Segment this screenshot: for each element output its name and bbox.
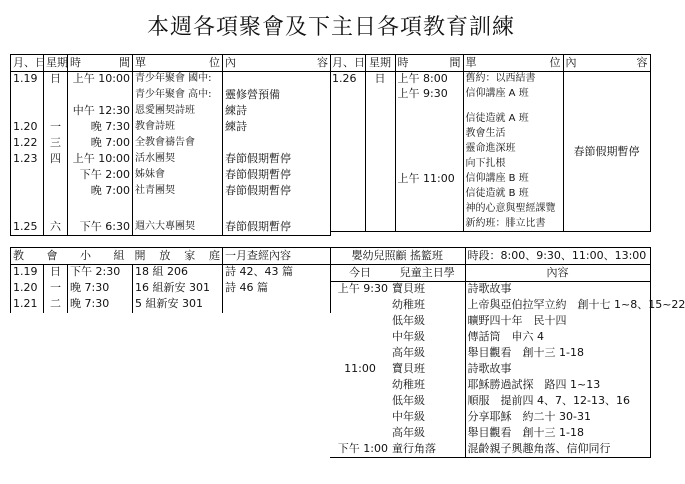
weekday-cell: 日 [44, 72, 68, 88]
nursery-times: 時段：8:00、9:30、11:00、13:00 [465, 248, 650, 265]
content-cell: 詩歌故事 [465, 282, 650, 298]
date-cell [330, 172, 365, 187]
weekday-cell [365, 172, 395, 187]
time-cell: 上午 9:30 [395, 87, 463, 102]
table-row [11, 168, 331, 184]
unit-cell [133, 200, 223, 220]
content-cell: 曠野四十年 民十四 [465, 314, 650, 330]
table-row [11, 265, 331, 281]
weekday-cell [44, 104, 68, 120]
weekday-cell: 六 [44, 220, 68, 236]
unit-cell: 教會生活 [463, 127, 563, 142]
house-cell: 5 組新安 301 [133, 297, 223, 313]
time-cell: 晚 7:30 [68, 120, 133, 136]
unit-cell: 恩愛團契詩班 [133, 104, 223, 120]
time-cell [330, 426, 390, 442]
weekday-cell: 日 [365, 72, 395, 87]
time-cell [395, 142, 463, 157]
weekday-cell [365, 157, 395, 172]
time-cell: 上午 11:00 [395, 172, 463, 187]
unit-cell: 青少年聚會 高中: [133, 88, 223, 104]
table-row [330, 426, 650, 442]
class-cell: 低年級 [390, 314, 465, 330]
date-cell [330, 157, 365, 172]
weekday-cell: 四 [44, 152, 68, 168]
header-bible-study: 一月查經內容 [223, 248, 331, 265]
sunday-training-table [330, 54, 651, 232]
table-row [11, 200, 331, 220]
table-row [330, 442, 650, 458]
time-cell: 晚 7:00 [68, 184, 133, 200]
sunday-training-header [330, 55, 650, 72]
table-row [11, 136, 331, 152]
table-row [11, 120, 331, 136]
content-cell: 詩 46 篇 [223, 281, 331, 297]
table-row [11, 152, 331, 168]
table-row [330, 410, 650, 426]
time-cell [68, 88, 133, 104]
weekday-cell: 三 [44, 136, 68, 152]
content-cell [223, 72, 331, 88]
time-cell: 下午 2:00 [68, 168, 133, 184]
weekday-cell [365, 187, 395, 202]
sunday-school-table [330, 247, 685, 458]
header-date: 月 、 日 [330, 55, 365, 72]
content-cell: 春節假期暫停 [563, 72, 650, 232]
table-row [11, 72, 331, 88]
time-cell [330, 394, 390, 410]
time-cell: 下午 6:30 [68, 220, 133, 236]
small-group-header [11, 248, 331, 265]
unit-cell: 新約班：腓立比書 [463, 217, 563, 232]
page-title: 本週各項聚會及下主日各項教育訓練 [146, 15, 515, 40]
weekly-meetings-header [11, 55, 331, 72]
content-cell: 分享耶穌 約二十 30-31 [465, 410, 650, 426]
table-row [330, 314, 650, 330]
content-cell: 春節假期暫停 [223, 184, 331, 200]
content-cell: 混齡親子興趣角落、信仰同行 [465, 442, 650, 458]
table-row [11, 184, 331, 200]
content-cell: 練詩 [223, 120, 331, 136]
time-cell: 晚 7:00 [68, 136, 133, 152]
date-cell [330, 87, 365, 102]
content-cell: 詩歌故事 [465, 362, 650, 378]
time-cell [395, 102, 463, 112]
content-cell: 練詩 [223, 104, 331, 120]
date-cell: 1.22 [11, 136, 44, 152]
time-cell: 中午 12:30 [68, 104, 133, 120]
table-row [11, 281, 331, 297]
content-cell: 舉目觀看 創十三 1-18 [465, 426, 650, 442]
time-cell: 下午 1:00 [330, 442, 390, 458]
weekday-cell [365, 142, 395, 157]
class-cell: 低年級 [390, 394, 465, 410]
unit-cell: 週六大專團契 [133, 220, 223, 236]
date-cell [11, 88, 44, 104]
time-cell: 上午 10:00 [68, 152, 133, 168]
weekday-cell [44, 88, 68, 104]
class-cell: 中年級 [390, 410, 465, 426]
content-cell: 春節假期暫停 [223, 152, 331, 168]
unit-cell: 青少年聚會 國中: [133, 72, 223, 88]
unit-cell: 姊妹會 [133, 168, 223, 184]
table-row [330, 394, 650, 410]
weekday-cell: 二 [44, 297, 68, 313]
unit-cell: 活水團契 [133, 152, 223, 168]
unit-cell [463, 102, 563, 112]
content-cell: 傳話筒 申六 4 [465, 330, 650, 346]
time-cell [330, 298, 390, 314]
content-cell: 順服 提前四 4、7、12-13、16 [465, 394, 650, 410]
unit-cell: 全教會禱告會 [133, 136, 223, 152]
date-cell: 1.23 [11, 152, 44, 168]
weekly-meetings-table [10, 54, 331, 236]
content-cell: 詩 42、43 篇 [223, 265, 331, 281]
time-cell: 上午 10:00 [68, 72, 133, 88]
table-row [330, 282, 650, 298]
header-school-content: 內容 [465, 265, 650, 282]
time-cell: 11:00 [344, 361, 376, 375]
content-cell: 舉目觀看 創十三 1-18 [465, 346, 650, 362]
unit-cell: 教會詩班 [133, 120, 223, 136]
unit-cell: 向下扎根 [463, 157, 563, 172]
date-cell [330, 102, 365, 112]
header-content: 內 容 [223, 55, 331, 72]
content-cell [223, 297, 331, 313]
header-weekday: 星期 [44, 55, 68, 72]
content-cell [223, 200, 331, 220]
table-row [330, 72, 650, 87]
header-school: 兒童主日學 [390, 265, 465, 282]
unit-cell: 信徒造就 B 班 [463, 187, 563, 202]
weekday-cell [365, 87, 395, 102]
header-unit: 單 位 [463, 55, 563, 72]
table-row [11, 297, 331, 313]
content-cell: 春節假期暫停 [223, 168, 331, 184]
time-cell: 晚 7:30 [68, 281, 133, 297]
class-cell: 高年級 [390, 346, 465, 362]
class-cell: 幼稚班 [390, 298, 465, 314]
date-cell [11, 168, 44, 184]
weekday-cell [44, 168, 68, 184]
header-time: 時 間 [395, 55, 463, 72]
class-cell: 中年級 [390, 330, 465, 346]
header-time: 時 間 [68, 55, 133, 72]
date-cell [11, 104, 44, 120]
date-cell: 1.20 [11, 120, 44, 136]
date-cell [330, 142, 365, 157]
date-cell: 1.19 [11, 72, 44, 88]
unit-cell: 信徒造就 A 班 [463, 112, 563, 127]
date-cell: 1.26 [330, 72, 365, 87]
time-cell: 上午 9:30 [337, 282, 388, 295]
time-cell [330, 378, 390, 394]
header-unit: 單 位 [133, 55, 223, 72]
weekday-cell [365, 102, 395, 112]
time-cell: 下午 2:30 [68, 265, 133, 281]
house-cell: 16 組新安 301 [133, 281, 223, 297]
weekday-cell: 一 [44, 281, 68, 297]
weekday-cell [44, 200, 68, 220]
time-cell [395, 157, 463, 172]
content-cell [223, 136, 331, 152]
class-cell: 童行角落 [390, 442, 465, 458]
unit-cell: 信仰講座 A 班 [463, 87, 563, 102]
table-row [330, 346, 650, 362]
date-cell: 1.25 [11, 220, 44, 236]
table-row [330, 362, 650, 378]
time-cell [395, 127, 463, 142]
class-cell: 高年級 [390, 426, 465, 442]
nursery-label: 嬰幼兒照顧 搖籃班 [330, 248, 465, 265]
header-open-house: 開 放 家 庭 [133, 248, 223, 265]
time-cell [330, 346, 390, 362]
date-cell [330, 112, 365, 127]
unit-cell: 信仰講座 B 班 [463, 172, 563, 187]
date-cell [330, 202, 365, 217]
class-cell: 寶貝班 [390, 362, 465, 378]
header-date: 月 、 日 [11, 55, 44, 72]
small-group-table [10, 247, 331, 313]
time-cell [395, 112, 463, 127]
house-cell: 18 組 206 [133, 265, 223, 281]
unit-cell: 舊約：以西結書 [463, 72, 563, 87]
unit-cell: 社青團契 [133, 184, 223, 200]
table-row [11, 104, 331, 120]
content-cell: 春節假期暫停 [223, 220, 331, 236]
unit-cell: 靈命進深班 [463, 142, 563, 157]
date-cell: 1.21 [11, 297, 44, 313]
time-cell [330, 330, 390, 346]
class-cell: 幼稚班 [390, 378, 465, 394]
weekday-cell: 日 [44, 265, 68, 281]
table-row [330, 378, 650, 394]
time-cell [330, 314, 390, 330]
content-cell: 耶穌勝過試探 路四 1~13 [465, 378, 650, 394]
date-cell: 1.20 [11, 281, 44, 297]
time-cell [395, 202, 463, 217]
date-cell [330, 187, 365, 202]
class-cell: 寶貝班 [390, 282, 465, 298]
weekday-cell [365, 127, 395, 142]
time-cell [395, 187, 463, 202]
date-cell [330, 127, 365, 142]
content-cell: 靈修營預備 [223, 88, 331, 104]
unit-cell: 神的心意與聖經課覽 [463, 202, 563, 217]
weekday-cell [44, 184, 68, 200]
table-row [11, 220, 331, 236]
header-weekday: 星期 [365, 55, 395, 72]
header-today: 今日 [330, 265, 390, 282]
content-cell: 上帝與亞伯拉罕立約 創十七 1~8、15~22 [465, 298, 650, 314]
time-cell [68, 200, 133, 220]
sunday-school-header [330, 265, 650, 282]
table-row [330, 298, 650, 314]
table-row [11, 88, 331, 104]
time-cell: 晚 7:30 [68, 297, 133, 313]
table-row [330, 330, 650, 346]
header-small-group: 教 會 小 組 [11, 248, 133, 265]
weekday-cell [365, 112, 395, 127]
weekday-cell: 一 [44, 120, 68, 136]
weekday-cell [365, 202, 395, 217]
header-content: 內 容 [563, 55, 650, 72]
date-cell: 1.19 [11, 265, 44, 281]
nursery-row [330, 248, 650, 265]
date-cell [11, 184, 44, 200]
time-cell: 上午 8:00 [395, 72, 463, 87]
date-cell [330, 217, 365, 232]
weekday-cell [365, 217, 395, 232]
time-cell [395, 217, 463, 232]
time-cell [330, 410, 390, 426]
date-cell [11, 200, 44, 220]
